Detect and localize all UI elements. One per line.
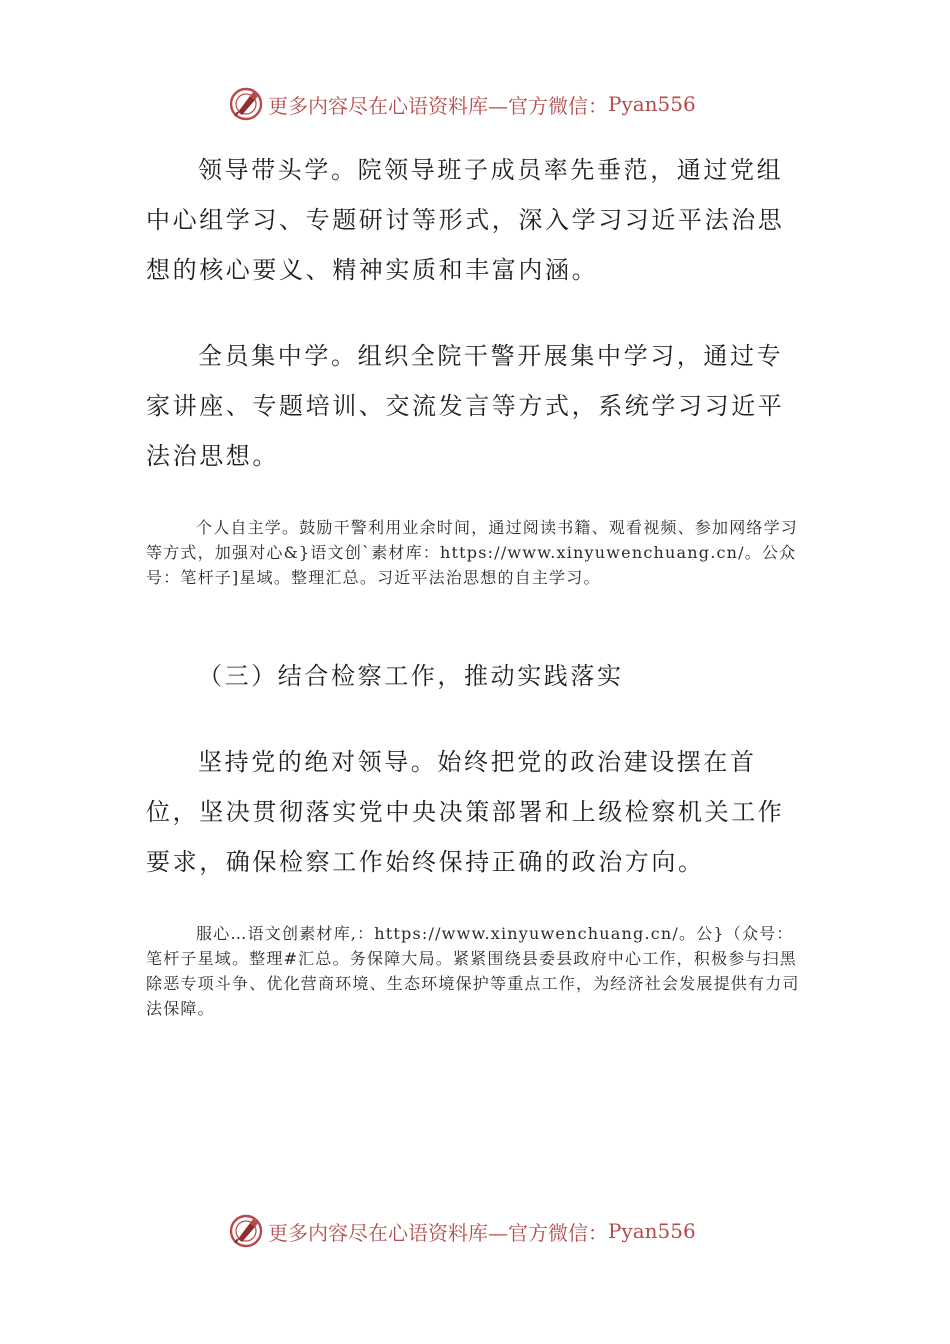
section-heading: （三）结合检察工作，推动实践落实 [198,662,624,690]
footer-banner [228,1211,748,1251]
paragraph-serve-overall: 服心…语文创素材库,：https://www.xinyuwenchuang.cn/。公}（众号：笔杆子星域。整理#汇总。务保障大局。紧紧围绕县委县政府中心工作，积极参与扫黑除恶专项斗争、优化营商环境、生态环境保护等重点工作，为经济社会发展提供有力司法保障。 [146,924,800,1018]
banner-text: 更多内容尽在心语资料库—官方微信： [268,1220,608,1245]
banner-wechat-id: Pyan556 [608,92,696,116]
header-banner [228,84,748,124]
pen-nib-circle-icon [228,1213,264,1249]
banner-text: 更多内容尽在心语资料库—官方微信： [268,93,608,118]
paragraph-collective-study: 全员集中学。组织全院干警开展集中学习，通过专家讲座、专题培训、交流发言等方式，系统学习习近平法治思想。 [146,342,785,470]
pen-nib-circle-icon [228,86,264,122]
paragraph-leaders-study: 领导带头学。院领导班子成员率先垂范，通过党组中心组学习、专题研讨等形式，深入学习习近平法治思想的核心要义、精神实质和丰富内涵。 [146,156,785,284]
paragraph-self-study: 个人自主学。鼓励干警利用业余时间，通过阅读书籍、观看视频、参加网络学习等方式，加强对心&}语文创`素材库：https://www.xinyuwenchuang.cn/。公众号：笔杆子]星域。整理汇总。习近平法治思想的自主学习。 [146,518,799,587]
banner-wechat-id: Pyan556 [608,1219,696,1243]
paragraph-party-leadership: 坚持党的绝对领导。始终把党的政治建设摆在首位，坚决贯彻落实党中央决策部署和上级检察机关工作要求，确保检察工作始终保持正确的政治方向。 [146,748,785,876]
